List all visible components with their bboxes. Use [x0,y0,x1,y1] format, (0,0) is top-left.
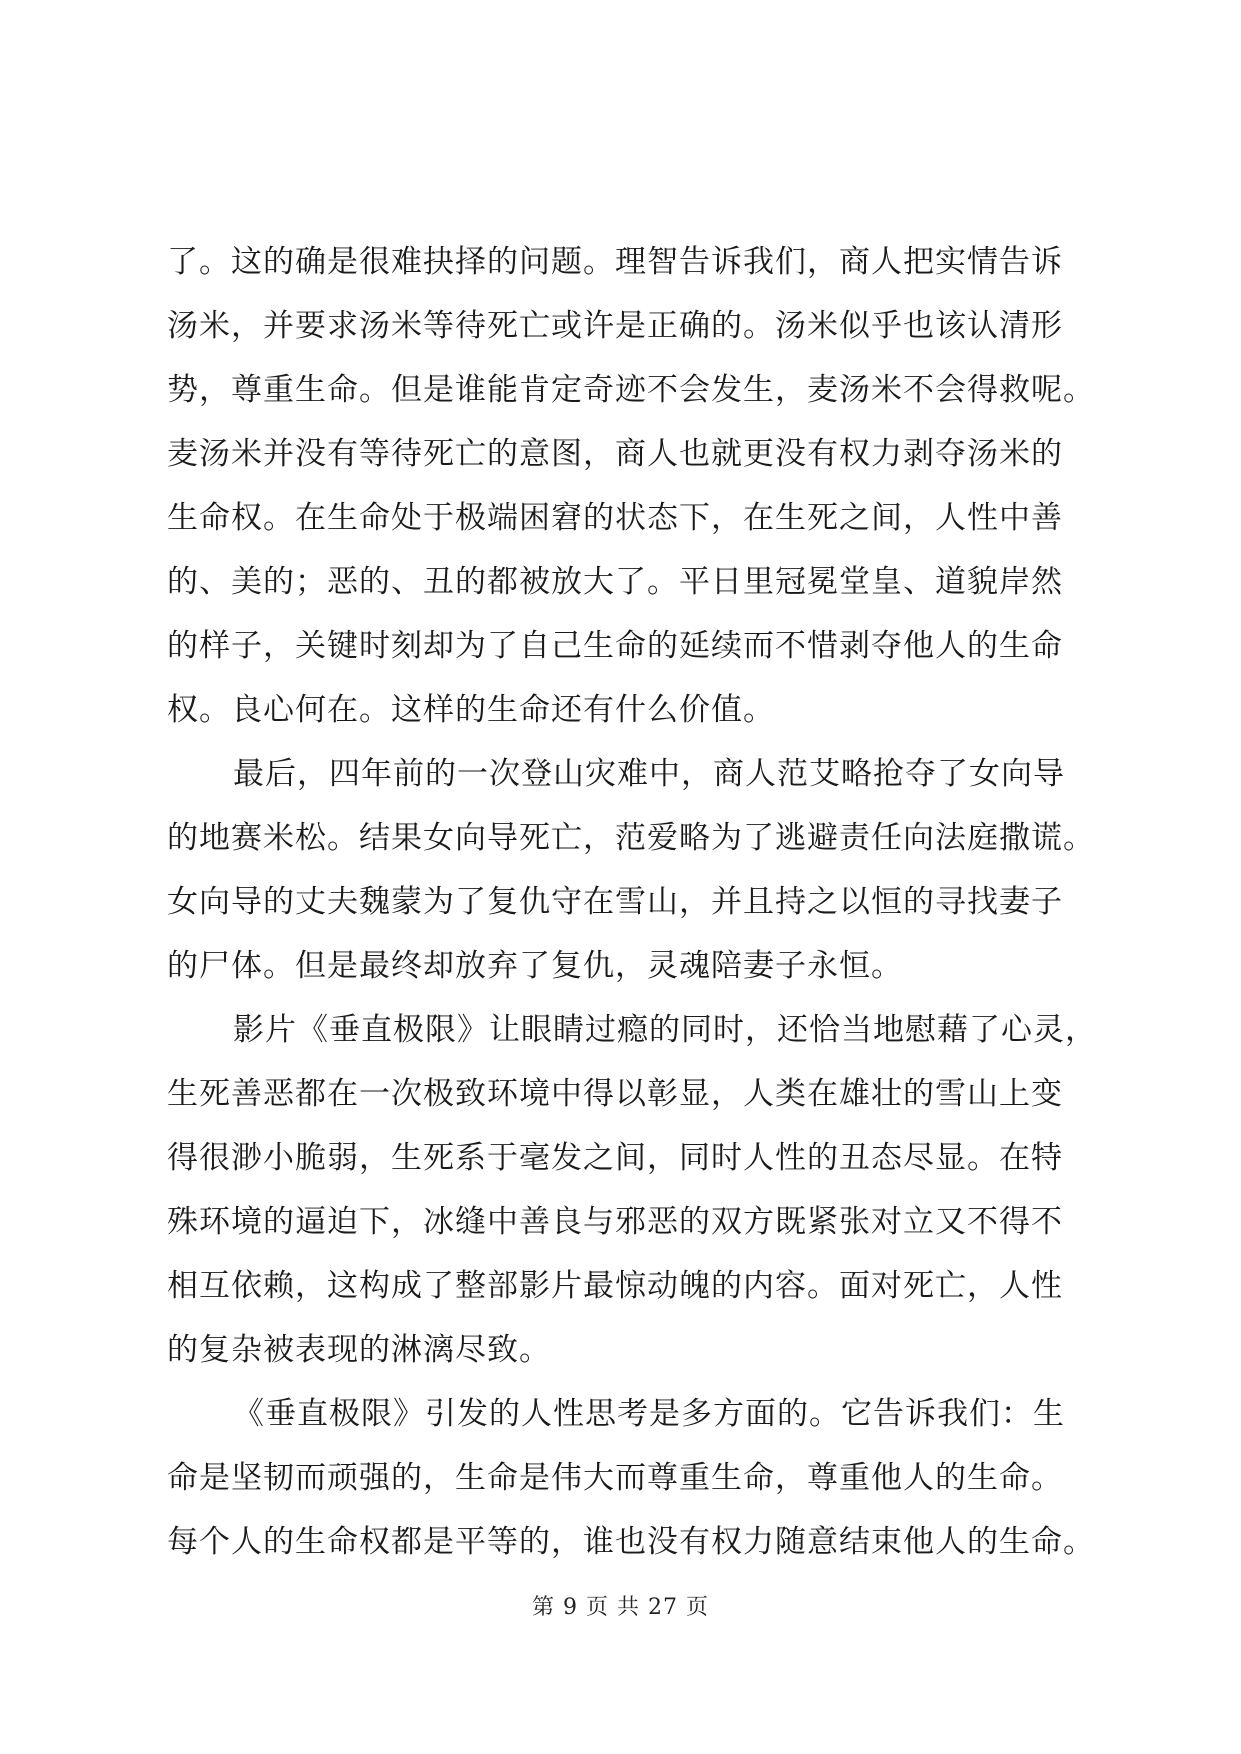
text-line: 的、美的；恶的、丑的都被放大了。平日里冠冕堂皇、道貌岸然 [167,564,1063,600]
text-line: 命是坚韧而顽强的，生命是伟大而尊重生命，尊重他人的生命。 [167,1460,1063,1496]
text-line: 每个人的生命权都是平等的，谁也没有权力随意结束他人的生命。 [167,1524,1095,1560]
paragraph-first-line: 《垂直极限》引发的人性思考是多方面的。它告诉我们：生 [233,1396,1065,1432]
paragraph-first-line: 最后，四年前的一次登山灾难中，商人范艾略抢夺了女向导 [233,756,1065,792]
text-line: 殊环境的逼迫下，冰缝中善良与邪恶的双方既紧张对立又不得不 [167,1204,1063,1240]
document-body [167,230,1097,1574]
text-line: 生死善恶都在一次极致环境中得以彰显，人类在雄壮的雪山上变 [167,1076,1063,1112]
text-line: 的复杂被表现的淋漓尽致。 [167,1332,551,1368]
text-line: 了。这的确是很难抉择的问题。理智告诉我们，商人把实情告诉 [167,244,1063,280]
paragraph-first-line: 影片《垂直极限》让眼睛过瘾的同时，还恰当地慰藉了心灵， [233,1012,1097,1048]
text-line: 的地赛米松。结果女向导死亡，范爱略为了逃避责任向法庭撒谎。 [167,820,1095,856]
text-line: 得很渺小脆弱，生死系于毫发之间，同时人性的丑态尽显。在特 [167,1140,1063,1176]
text-line: 汤米，并要求汤米等待死亡或许是正确的。汤米似乎也该认清形 [167,308,1063,344]
text-line: 的尸体。但是最终却放弃了复仇，灵魂陪妻子永恒。 [167,948,903,984]
text-line: 麦汤米并没有等待死亡的意图，商人也就更没有权力剥夺汤米的 [167,436,1063,472]
page-number-footer: 第 9 页 共 27 页 [532,1595,709,1620]
text-line: 权。良心何在。这样的生命还有什么价值。 [167,692,775,728]
text-line: 女向导的丈夫魏蒙为了复仇守在雪山，并且持之以恒的寻找妻子 [167,884,1063,920]
text-line: 势，尊重生命。但是谁能肯定奇迹不会发生，麦汤米不会得救呢。 [167,372,1095,408]
text-line: 生命权。在生命处于极端困窘的状态下，在生死之间，人性中善 [167,500,1063,536]
text-line: 的样子，关键时刻却为了自己生命的延续而不惜剥夺他人的生命 [167,628,1063,664]
text-line: 相互依赖，这构成了整部影片最惊动魄的内容。面对死亡，人性 [167,1268,1063,1304]
